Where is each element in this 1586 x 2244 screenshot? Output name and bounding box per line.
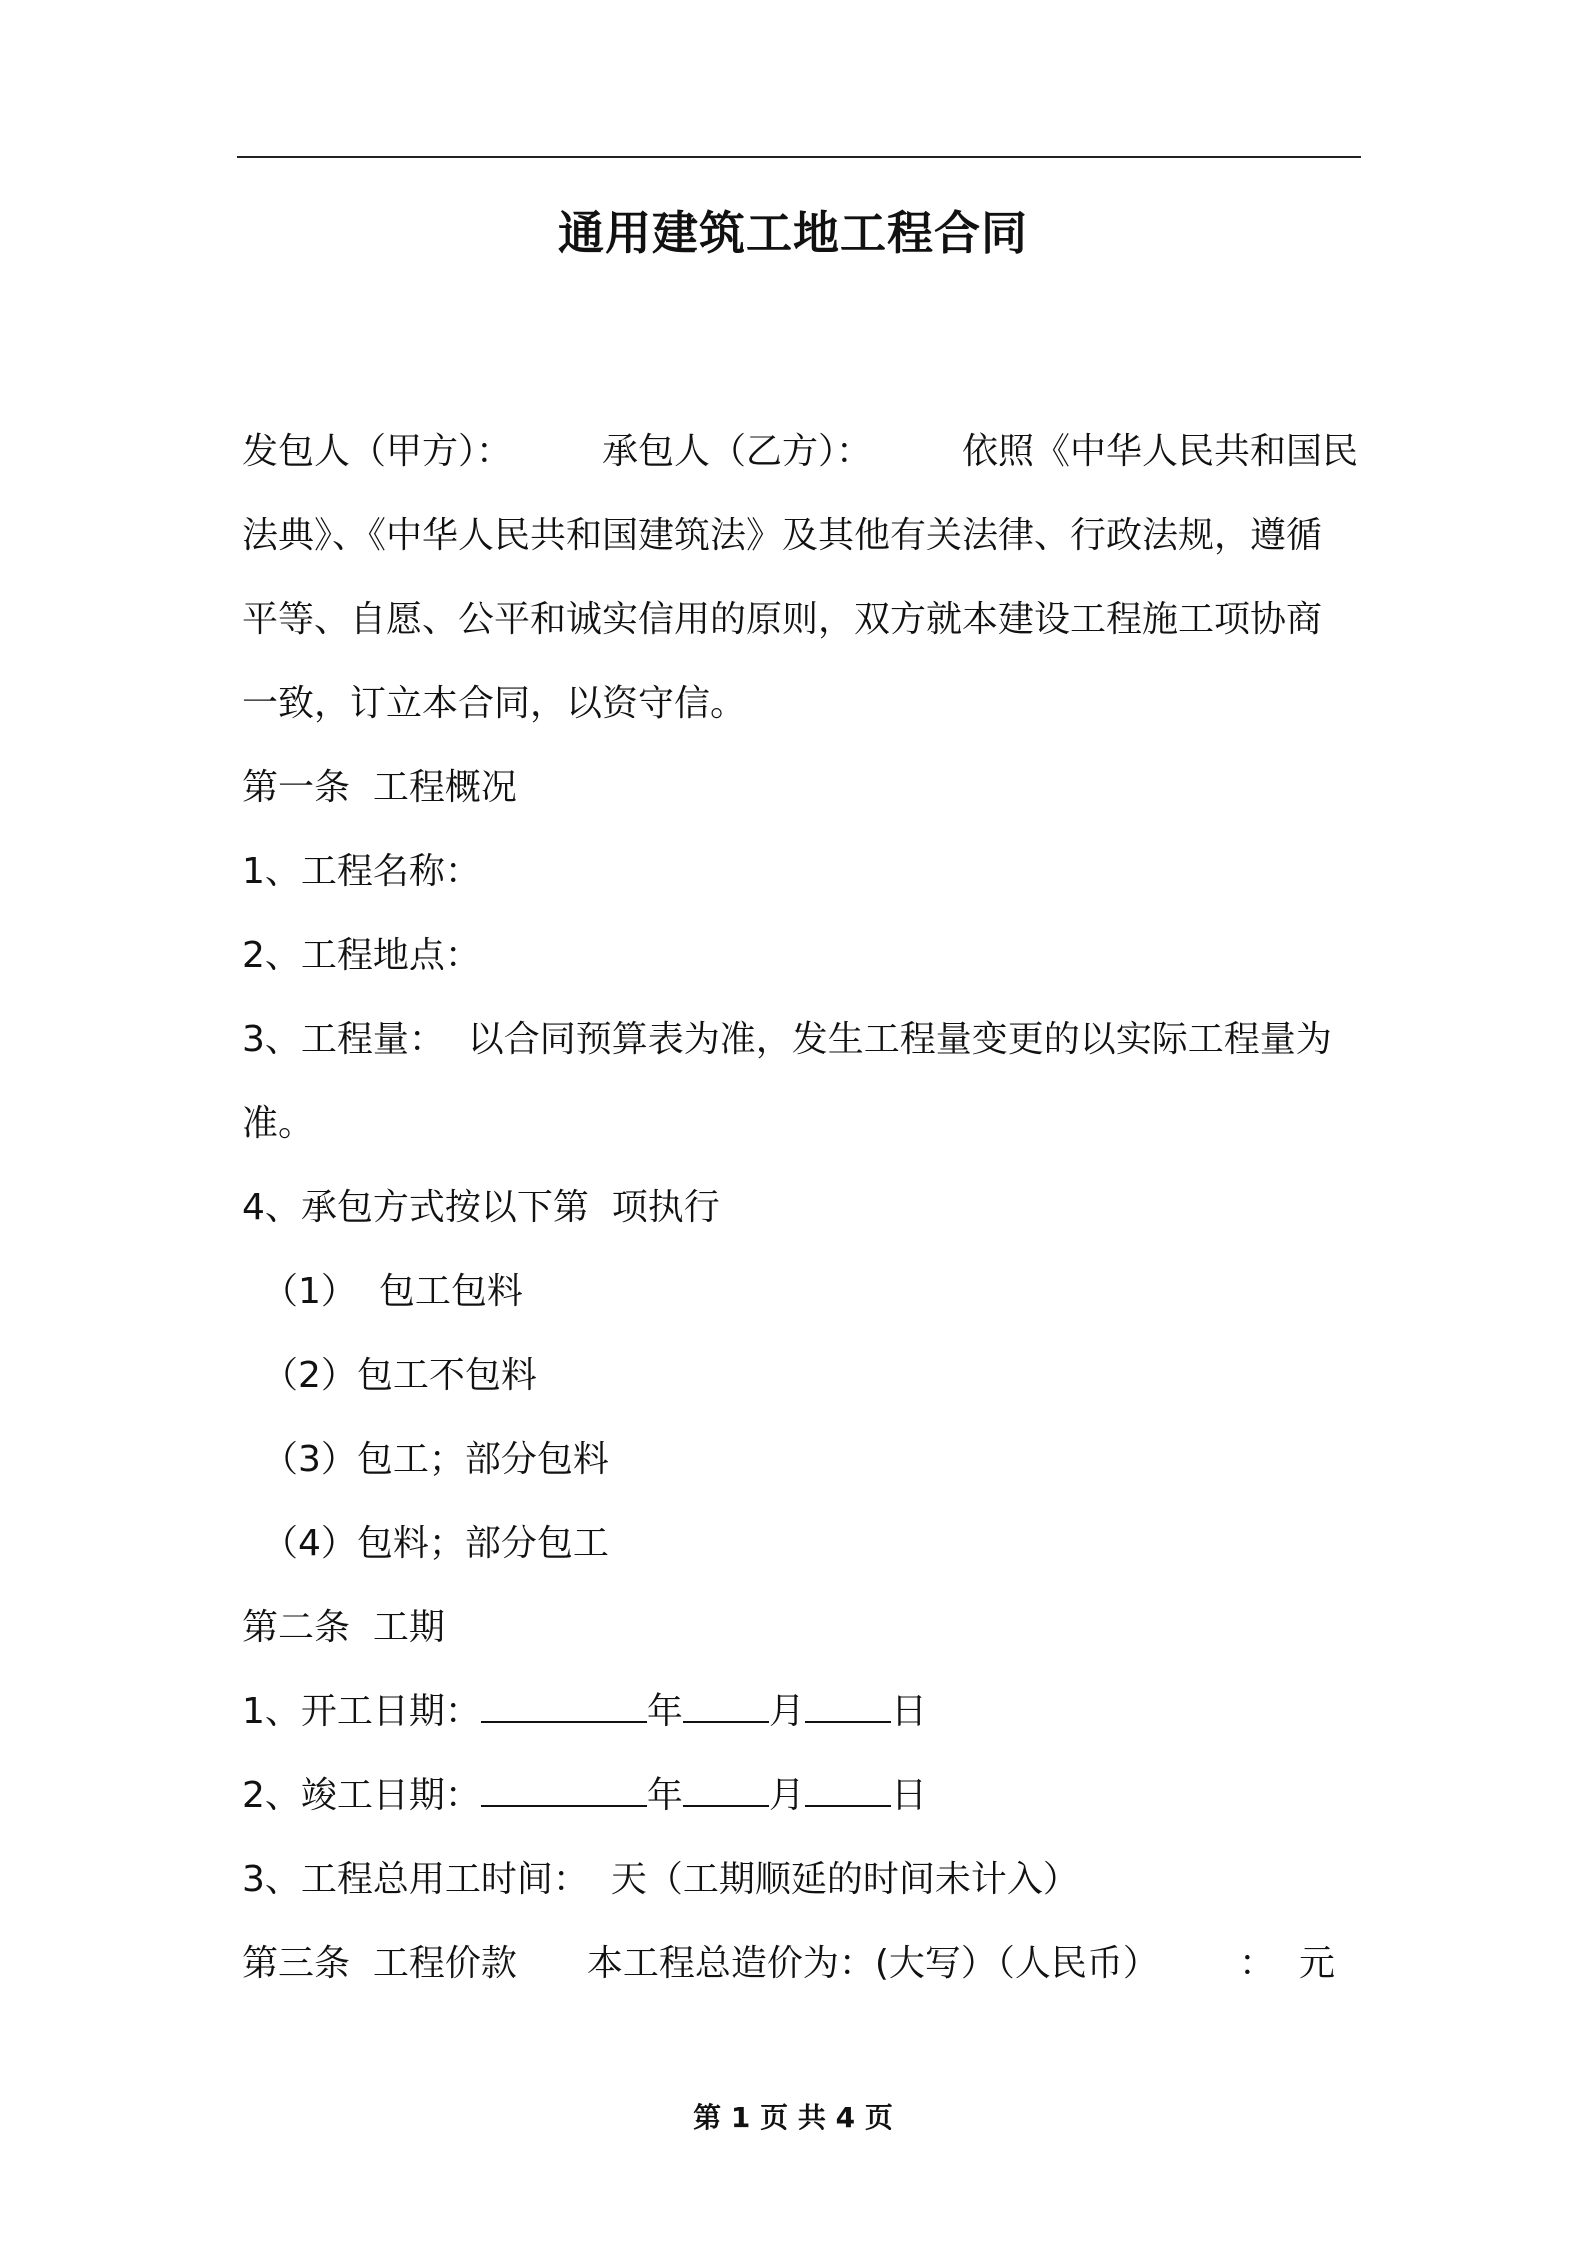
article3-heading: 第三条 工程价款 xyxy=(242,1943,517,1984)
end-year-unit: 年 xyxy=(646,1775,683,1816)
start-year-unit: 年 xyxy=(646,1691,683,1732)
article1-item2: 2、工程地点： xyxy=(242,935,481,976)
total-duration-line xyxy=(242,1838,1356,1922)
end-date-label: 2、竣工日期： xyxy=(242,1775,481,1816)
end-month-blank xyxy=(683,1777,769,1807)
option-1-text: 包工包料 xyxy=(378,1271,523,1312)
article1-heading: 第一条 工程概况 xyxy=(242,767,517,808)
party-b-label: 承包人（乙方）： xyxy=(602,431,873,472)
start-day-unit: 日 xyxy=(890,1691,927,1732)
intro-line-3: 一致，订立本合同，以资守信。 xyxy=(242,683,747,724)
end-day-unit: 日 xyxy=(890,1775,927,1816)
intro-line-1: 法典》、《中华人民共和国建筑法》及其他有关法律、行政法规，遵循 xyxy=(242,515,1323,556)
price-unit: 元 xyxy=(1298,1943,1335,1984)
article1-item4: 4、承包方式按以下第 项执行 xyxy=(242,1187,720,1228)
party-a-label: 发包人（甲方）： xyxy=(242,431,513,472)
total-duration-value: 天（工期顺延的时间未计入） xyxy=(610,1859,1079,1900)
article1-item1: 1、工程名称： xyxy=(242,851,481,892)
article1-item3-line1: 3、工程量： 以合同预算表为准，发生工程量变更的以实际工程量为 xyxy=(242,1019,1332,1060)
start-month-blank xyxy=(683,1693,769,1723)
intro-start: 依照《中华人民共和国民 xyxy=(962,431,1359,472)
start-date-line xyxy=(242,1670,1356,1754)
price-label: 本工程总造价为：(大写）（人民币） xyxy=(586,1943,1159,1984)
option-1-number: （1） xyxy=(262,1271,357,1312)
document-body xyxy=(242,410,1359,2006)
document-title: 通用建筑工地工程合同 xyxy=(558,206,1028,260)
parties-line xyxy=(242,410,1359,494)
option-2: （2）包工不包料 xyxy=(262,1355,537,1396)
end-month-unit: 月 xyxy=(768,1775,805,1816)
page-footer: 第 1 页 共 4 页 xyxy=(693,2101,893,2134)
option-1 xyxy=(242,1250,1356,1334)
start-month-unit: 月 xyxy=(768,1691,805,1732)
article1-item3-line2: 准。 xyxy=(242,1103,315,1144)
article2-heading: 第二条 工期 xyxy=(242,1607,445,1648)
option-4: （4）包料；部分包工 xyxy=(262,1523,609,1564)
option-3: （3）包工；部分包料 xyxy=(262,1439,609,1480)
start-date-label: 1、开工日期： xyxy=(242,1691,481,1732)
end-year-blank xyxy=(481,1777,647,1807)
start-day-blank xyxy=(805,1693,891,1723)
price-colon: ： xyxy=(1238,1943,1275,1984)
header-rule xyxy=(237,156,1361,158)
article3-line xyxy=(242,1922,1356,2006)
intro-line-2: 平等、自愿、公平和诚实信用的原则，双方就本建设工程施工项协商 xyxy=(242,599,1323,640)
start-year-blank xyxy=(481,1693,647,1723)
total-duration-label: 3、工程总用工时间： xyxy=(242,1859,589,1900)
end-date-line xyxy=(242,1754,1356,1838)
end-day-blank xyxy=(805,1777,891,1807)
